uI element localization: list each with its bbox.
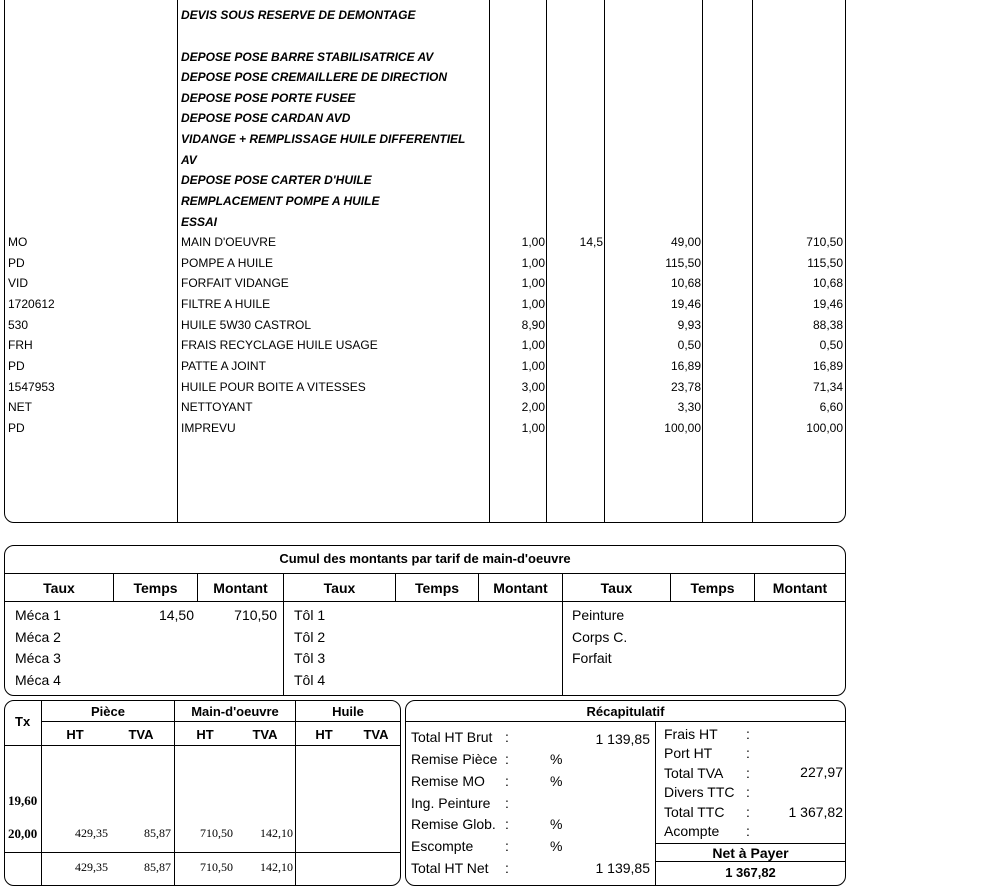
recap-sep: : xyxy=(505,729,509,745)
other-label: Peinture xyxy=(572,607,625,623)
mo-ht: 710,50 xyxy=(200,826,233,840)
item-unit-price: 19,46 xyxy=(670,297,701,311)
sub-header-tva: TVA xyxy=(252,727,278,742)
total-ttc-value: 1 367,82 xyxy=(788,804,843,820)
item-designation: NETTOYANT xyxy=(181,400,253,414)
recap-label: Frais HT xyxy=(664,726,718,742)
item-code: 530 xyxy=(8,318,29,332)
item-designation: HUILE POUR BOITE A VITESSES xyxy=(181,380,366,394)
recap-label: Port HT xyxy=(664,745,713,761)
recap-label: Remise MO xyxy=(411,773,485,789)
operation-line: DEPOSE POSE PORTE FUSEE xyxy=(181,91,356,105)
sub-header-ht: HT xyxy=(315,727,333,742)
recap-label: Remise Glob. xyxy=(411,816,496,832)
recap-sep: : xyxy=(746,784,750,800)
recap-label: Total HT Brut xyxy=(411,729,493,745)
item-unit-price: 3,30 xyxy=(677,400,701,414)
recap-sep: : xyxy=(746,765,750,781)
recap-sep: : xyxy=(746,823,750,839)
item-unit-price: 100,00 xyxy=(664,421,701,435)
col-header-taux: Taux xyxy=(323,580,356,596)
other-label: Forfait xyxy=(572,650,612,666)
col-header-montant: Montant xyxy=(772,580,828,596)
recap-sep: : xyxy=(746,726,750,742)
item-unit-price: 10,68 xyxy=(670,276,701,290)
total-ht-brut-value: 1 139,85 xyxy=(595,731,650,747)
recap-sep: : xyxy=(505,751,509,767)
operation-line: AV xyxy=(181,153,197,167)
piece-ht: 429,35 xyxy=(75,826,108,840)
col-header-temps: Temps xyxy=(690,580,735,596)
group-header-mo: Main-d'oeuvre xyxy=(191,704,279,719)
recap-label: Total TTC xyxy=(664,804,725,820)
item-designation: IMPREVU xyxy=(181,421,236,435)
item-qty: 2,00 xyxy=(521,400,545,414)
sub-header-ht: HT xyxy=(66,727,84,742)
total-ht-net-value: 1 139,85 xyxy=(595,860,650,876)
meca-montant: 710,50 xyxy=(234,607,277,623)
total-mo-tva: 142,10 xyxy=(260,860,293,874)
meca-temps: 14,50 xyxy=(158,607,194,623)
recap-sep: : xyxy=(505,816,509,832)
item-qty: 8,90 xyxy=(521,318,545,332)
item-code: 1547953 xyxy=(8,380,55,394)
recap-label: Acompte xyxy=(664,823,720,839)
recap-pct: % xyxy=(550,773,563,789)
sub-header-tva: TVA xyxy=(128,727,154,742)
recap-label: Escompte xyxy=(411,838,474,854)
item-total: 16,89 xyxy=(812,359,843,373)
item-qty: 1,00 xyxy=(521,256,545,270)
group-header-piece: Pièce xyxy=(91,704,125,719)
piece-tva: 85,87 xyxy=(144,826,171,840)
item-code: VID xyxy=(8,276,29,290)
col-header-taux: Taux xyxy=(600,580,633,596)
recap-label: Total TVA xyxy=(664,765,724,781)
item-temps: 14,5 xyxy=(579,235,603,249)
item-qty: 1,00 xyxy=(521,421,545,435)
recap-sep: : xyxy=(505,838,509,854)
sub-header-ht: HT xyxy=(196,727,214,742)
cumul-title: Cumul des montants par tarif de main-d'oeuvre xyxy=(279,551,571,566)
item-total: 115,50 xyxy=(807,256,843,270)
other-label: Corps C. xyxy=(572,629,628,645)
recap-sep: : xyxy=(505,795,509,811)
tol-label: Tôl 2 xyxy=(294,629,326,645)
item-unit-price: 0,50 xyxy=(677,338,701,352)
total-piece-ht: 429,35 xyxy=(75,860,108,874)
recap-title: Récapitulatif xyxy=(586,704,665,719)
recap-label: Remise Pièce xyxy=(411,751,498,767)
total-tva-value: 227,97 xyxy=(800,764,843,780)
item-designation: FRAIS RECYCLAGE HUILE USAGE xyxy=(181,338,378,352)
item-unit-price: 115,50 xyxy=(665,256,701,270)
recap-label: Ing. Peinture xyxy=(411,795,491,811)
item-qty: 1,00 xyxy=(521,338,545,352)
item-code: MO xyxy=(8,235,28,249)
operation-line: DEPOSE POSE BARRE STABILISATRICE AV xyxy=(181,50,434,64)
recap-pct: % xyxy=(550,751,563,767)
col-header-montant: Montant xyxy=(493,580,548,596)
recap-sep: : xyxy=(746,804,750,820)
item-designation: MAIN D'OEUVRE xyxy=(181,235,276,249)
meca-label: Méca 2 xyxy=(15,629,61,645)
item-qty: 1,00 xyxy=(521,359,545,373)
item-total: 71,34 xyxy=(812,380,843,394)
operation-line: ESSAI xyxy=(181,215,218,229)
col-header-temps: Temps xyxy=(133,580,178,596)
meca-label: Méca 4 xyxy=(15,672,61,688)
item-unit-price: 16,89 xyxy=(670,359,701,373)
operation-line: DEPOSE POSE CARDAN AVD xyxy=(181,111,351,125)
col-header-taux: Taux xyxy=(43,580,75,596)
item-designation: FILTRE A HUILE xyxy=(181,297,271,311)
tol-label: Tôl 3 xyxy=(294,650,326,666)
net-a-payer-label: Net à Payer xyxy=(712,845,789,861)
meca-label: Méca 3 xyxy=(15,650,61,666)
item-total: 100,00 xyxy=(806,421,843,435)
net-a-payer-value: 1 367,82 xyxy=(725,865,776,880)
item-total: 10,68 xyxy=(812,276,843,290)
item-unit-price: 23,78 xyxy=(670,380,701,394)
item-designation: HUILE 5W30 CASTROL xyxy=(181,318,312,332)
recap-label: Total HT Net xyxy=(411,860,489,876)
item-total: 6,60 xyxy=(819,400,843,414)
item-code: PD xyxy=(8,421,25,435)
recap-sep: : xyxy=(505,773,509,789)
sub-header-tva: TVA xyxy=(363,727,389,742)
operation-line: DEPOSE POSE CARTER D'HUILE xyxy=(181,173,372,187)
recap-pct: % xyxy=(550,816,563,832)
operation-line: VIDANGE + REMPLISSAGE HUILE DIFFERENTIEL xyxy=(181,132,466,146)
recap-label: Divers TTC xyxy=(664,784,735,800)
item-total: 0,50 xyxy=(819,338,843,352)
total-mo-ht: 710,50 xyxy=(200,860,233,874)
item-total: 88,38 xyxy=(812,318,843,332)
item-qty: 3,00 xyxy=(521,380,545,394)
recap-sep: : xyxy=(505,860,509,876)
recap-pct: % xyxy=(550,838,563,854)
item-code: NET xyxy=(8,400,32,414)
total-piece-tva: 85,87 xyxy=(144,860,171,874)
tva-rate: 19,60 xyxy=(8,793,38,808)
item-total: 19,46 xyxy=(812,297,843,311)
group-header-huile: Huile xyxy=(332,704,364,719)
item-code: PD xyxy=(8,359,25,373)
operation-line: DEPOSE POSE CREMAILLERE DE DIRECTION xyxy=(181,70,448,84)
item-qty: 1,00 xyxy=(521,297,545,311)
item-designation: POMPE A HUILE xyxy=(181,256,274,270)
item-designation: PATTE A JOINT xyxy=(181,359,266,373)
col-header-montant: Montant xyxy=(213,580,268,596)
item-unit-price: 9,93 xyxy=(677,318,701,332)
tva-rate: 20,00 xyxy=(8,826,38,841)
meca-label: Méca 1 xyxy=(15,607,61,623)
recap-sep: : xyxy=(746,745,750,761)
quote-header-note: DEVIS SOUS RESERVE DE DEMONTAGE xyxy=(181,8,416,22)
item-qty: 1,00 xyxy=(521,235,545,249)
item-code: PD xyxy=(8,256,25,270)
operation-line: REMPLACEMENT POMPE A HUILE xyxy=(181,194,380,208)
mo-tva: 142,10 xyxy=(260,826,293,840)
item-qty: 1,00 xyxy=(521,276,545,290)
item-designation: FORFAIT VIDANGE xyxy=(181,276,289,290)
tol-label: Tôl 1 xyxy=(294,607,326,623)
tx-header: Tx xyxy=(15,714,31,729)
item-unit-price: 49,00 xyxy=(670,235,701,249)
tol-label: Tôl 4 xyxy=(294,672,326,688)
col-header-temps: Temps xyxy=(414,580,460,596)
item-total: 710,50 xyxy=(806,235,843,249)
item-code: 1720612 xyxy=(8,297,55,311)
item-code: FRH xyxy=(8,338,33,352)
